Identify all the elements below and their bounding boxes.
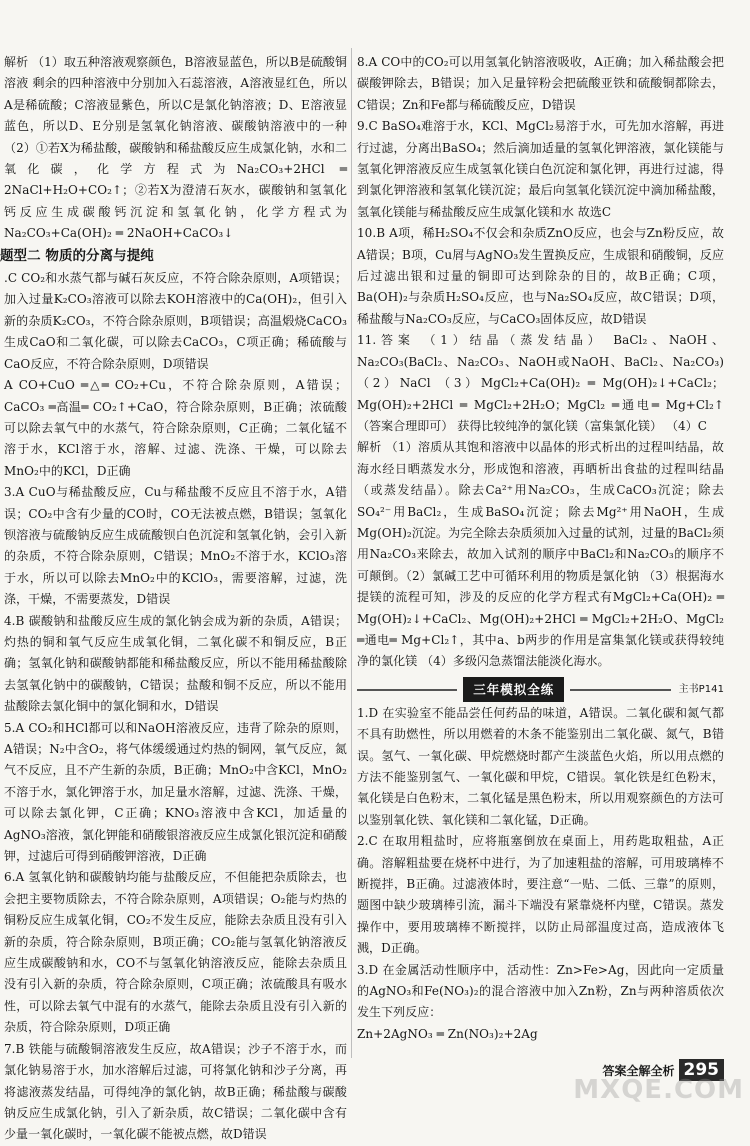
watermark: MXQE.COM	[573, 1075, 744, 1105]
answer-q3: 3.A CuO与稀盐酸反应，Cu与稀盐酸不反应且不溶于水，A错误；CO₂中含有少量的CO时，CO无法被点燃，B错误；氢氧化钡溶液与硫酸钠反应生成硫酸钡白色沉淀和氢氧化钠，会引入新的杂质，不符合除杂原则，C错误；MnO₂不溶于水，KClO₃溶于水，所以可以除去MnO₂中的KClO₃，需要溶解，过滤，洗涤，干燥，不需要蒸发，D错误	[4, 485, 347, 607]
answer-q4: 4.B 碳酸钠和盐酸反应生成的氯化钠会成为新的杂质，A错误；灼热的铜和氧气反应生成氧化铜，二氧化碳不和铜反应，B正确；氢氧化钠和碳酸钠都能和稀盐酸反应，所以不能用稀盐酸除去氢氧化钠中的碳酸钠，C错误；盐酸和铜不反应，所以不能用盐酸除去氯化铜中的氯化铜和水，D错误	[4, 613, 347, 714]
analysis-paragraph: 解析 （1）取五种溶液观察颜色，B溶液显蓝色，所以B是硫酸铜溶液 剩余的四种溶液中分别加入石蕊溶液，A溶液显红色，所以A是稀硫酸；C溶液显紫色，所以C是氯化钠溶液；D、E溶液显蓝色，所以D、E分别是氢氧化钠溶液、碳酸钠溶液中的一种 （2）①若X为稀盐酸，碳酸钠和稀盐酸反应生成氯化钠，水和二氧化碳，化学方程式为Na₂CO₃+2HCl ═ 2NaCl+H₂O+CO₂↑；②若X为澄清石灰水，碳酸钠和氢氧化钙反应生成碳酸钙沉淀和氢氧化钠，化学方程式为Na₂CO₃+Ca(OH)₂ ═ 2NaOH+CaCO₃↓	[4, 55, 347, 241]
left-column	[0, 52, 347, 1146]
page-number: 295	[679, 1059, 725, 1081]
section-heading: 题型二 物质的分离与提纯	[0, 247, 154, 264]
equation-line: Zn+2AgNO₃ ═ Zn(NO₃)₂+2Ag	[357, 1026, 538, 1041]
right-column	[357, 52, 724, 1045]
explanation-q11: 解析 （1）溶质从其饱和溶液中以晶体的形式析出的过程叫结晶，故海水经日晒蒸发水分，形成饱和溶液，再晒析出食盐的过程叫结晶（或蒸发结晶）。除去Ca²⁺用Na₂CO₃，生成CaCO₃沉淀；除去SO₄²⁻用BaCl₂，生成BaSO₄沉淀；除去Mg²⁺用NaOH，生成Mg(OH)₂沉淀。为完全除去杂质须加入过量的试剂，过量的BaCl₂须用Na₂CO₃来除去，故加入试剂的顺序中BaCl₂和Na₂CO₃的顺序不可颠倒。（2）氯碱工艺中可循环利用的物质是氯化钠 （3）根据海水提镁的流程可知，涉及的反应的化学方程式有MgCl₂+Ca(OH)₂ ═ Mg(OH)₂↓+CaCl₂、Mg(OH)₂+2HCl ═ MgCl₂+2H₂O、MgCl₂ ═通电═ Mg+Cl₂↑，其中a、b两步的作用是富集氯化镁或获得较纯净的氯化镁 （4）多级闪急蒸馏法能淡化海水。	[357, 440, 724, 669]
section-rule-right	[570, 689, 670, 691]
section-reference: 主书P141	[678, 684, 724, 696]
section-bar	[357, 680, 724, 700]
answer-q1: .C CO₂和水蒸气都与碱石灰反应，不符合除杂原则，A项错误；加入过量K₂CO₃溶液可以除去KOH溶液中的Ca(OH)₂，但引入新的杂质K₂CO₃，不符合除杂原则，B项错误；高温煅烧CaCO₃生成CaO和二氧化碳，可以除去CaCO₃，C项正确；稀硫酸与CaO反应，不符合除杂原则，D项错误	[4, 271, 347, 371]
mock-answer-1: 1.D 在实验室不能品尝任何药品的味道，A错误。二氧化碳和氮气都不具有助燃性，所以用燃着的木条不能鉴别出二氧化碳、氮气，B错误。氢气、一氧化碳、甲烷燃烧时都产生淡蓝色火焰，所以用点燃的方法不能鉴别氢气、一氧化碳和甲烷，C错误。氧化铁是红色粉末，氧化镁是白色粉末，二氧化锰是黑色粉末，所以用观察颜色的方法可以鉴别氧化铁、氧化镁和二氧化锰，D正确。	[357, 705, 724, 827]
answer-q2: A CO+CuO ═△═ CO₂+Cu，不符合除杂原则，A错误；CaCO₃ ═高温═ CO₂↑+CaO，符合除杂原则，B正确；浓硫酸可以除去氧气中的水蒸气，符合除杂原则，C正确；二氧化锰不溶于水，KCl溶于水，溶解、过滤、洗涤、干燥，可以除去MnO₂中的KCl，D正确	[4, 378, 347, 478]
mock-answer-3: 3.D 在金属活动性顺序中，活动性：Zn>Fe>Ag，因此向一定质量的AgNO₃和Fe(NO₃)₂的混合溶液中加入Zn粉，Zn与两种溶质依次发生下列反应：	[357, 962, 724, 1020]
section-label: 三年模拟全练	[463, 677, 564, 702]
answer-q7: 7.B 铁能与硫酸铜溶液发生反应，故A错误；沙子不溶于水，而氯化钠易溶于水，加水溶解后过滤，可将氯化钠和沙子分离，再将滤液蒸发结晶，可得纯净的氯化钠，故B正确；稀盐酸与碳酸钠反应生成氯化钠，引入了新杂质，故C错误；二氧化碳中含有少量一氧化碳时，一氧化碳不能被点燃，故D错误	[4, 1041, 347, 1142]
answer-q9: 9.C BaSO₄难溶于水，KCl、MgCl₂易溶于水，可先加水溶解，再进行过滤，分离出BaSO₄；然后滴加适量的氢氧化钾溶液，氯化镁能与氢氧化钾溶液反应生成氢氧化镁白色沉淀和氯化钾，再进行过滤，得到氯化钾溶液和氢氧化镁沉淀；最后向氢氧化镁沉淀中滴加稀盐酸，氢氧化镁能与稀盐酸反应生成氯化镁和水 故选C	[357, 119, 724, 219]
answer-q11: 11.答案 （1）结晶（蒸发结晶） BaCl₂、NaOH、Na₂CO₃(BaCl₂、Na₂CO₃、NaOH或NaOH、BaCl₂、Na₂CO₃) （2）NaCl （3）MgCl₂+Ca(OH)₂ ═ Mg(OH)₂↓+CaCl₂；Mg(OH)₂+2HCl ═ MgCl₂+2H₂O；MgCl₂ ═通电═ Mg+Cl₂↑（答案合理即可） 获得比较纯净的氯化镁（富集氯化镁） （4）C	[357, 333, 724, 433]
mock-answer-2: 2.C 在取用粗盐时，应将瓶塞倒放在桌面上，用药匙取粗盐，A正确。溶解粗盐要在烧杯中进行，为了加速粗盐的溶解，可用玻璃棒不断搅拌，B正确。过滤液体时，要注意“一贴、二低、三靠”的原则，题图中缺少玻璃棒引流，漏斗下端没有紧靠烧杯内壁，C错误。蒸发操作中，要用玻璃棒不断搅拌，以防止局部温度过高，造成液体飞溅，D正确。	[357, 834, 724, 956]
column-divider	[351, 48, 352, 1058]
answer-q6: 6.A 氢氧化钠和碳酸钠均能与盐酸反应，不但能把杂质除去，也会把主要物质除去，不符合除杂原则，A项错误；O₂能与灼热的铜粉反应生成氧化铜，CO₂不发生反应，能除去杂质且没有引入新的杂质，符合除杂原则，B项正确；CO₂能与氢氧化钠溶液反应生成碳酸钠和水，CO不与氢氧化钠溶液反应，能除去杂质且没有引入新的杂质，符合除杂原则，C项正确；浓硫酸具有吸水性，可以除去氧气中混有的水蒸气，能除去杂质且没有引入新的杂质，符合除杂原则，D项正确	[4, 870, 347, 1035]
answer-q10: 10.B A项，稀H₂SO₄不仅会和杂质ZnO反应，也会与Zn粉反应，故A错误；B项，Cu屑与AgNO₃发生置换反应，生成银和硝酸铜，反应后过滤出银和过量的铜即可达到除杂的目的，故B正确；C项，Ba(OH)₂与杂质H₂SO₄反应，也与Na₂SO₄反应，故C错误；D项，稀盐酸与Na₂CO₃反应，与CaCO₃固体反应，故D错误	[357, 226, 724, 326]
footer-label: 答案全解全析	[602, 1063, 675, 1078]
answer-q5: 5.A CO₂和HCl都可以和NaOH溶液反应，违背了除杂的原则，A错误；N₂中含O₂，将气体缓缓通过灼热的铜网，氧气反应，氮气不反应，且不产生新的杂质，B正确；MnO₂中含KCl，MnO₂不溶于水，氯化钾溶于水，加足量水溶解，过滤、洗涤、干燥，可以除去氯化钾，C正确；KNO₃溶液中含KCl，加适量的AgNO₃溶液，氯化钾能和硝酸银溶液反应生成氯化银沉淀和硝酸钾，过滤后可得到硝酸钾溶液，D正确	[4, 720, 347, 864]
section-rule-left	[357, 689, 457, 691]
answer-q8: 8.A CO中的CO₂可以用氢氧化钠溶液吸收，A正确；加入稀盐酸会把碳酸钾除去，B错误；加入足量锌粉会把硫酸亚铁和硫酸铜都除去，C错误；Zn和Fe都与稀硫酸反应，D错误	[357, 55, 724, 112]
